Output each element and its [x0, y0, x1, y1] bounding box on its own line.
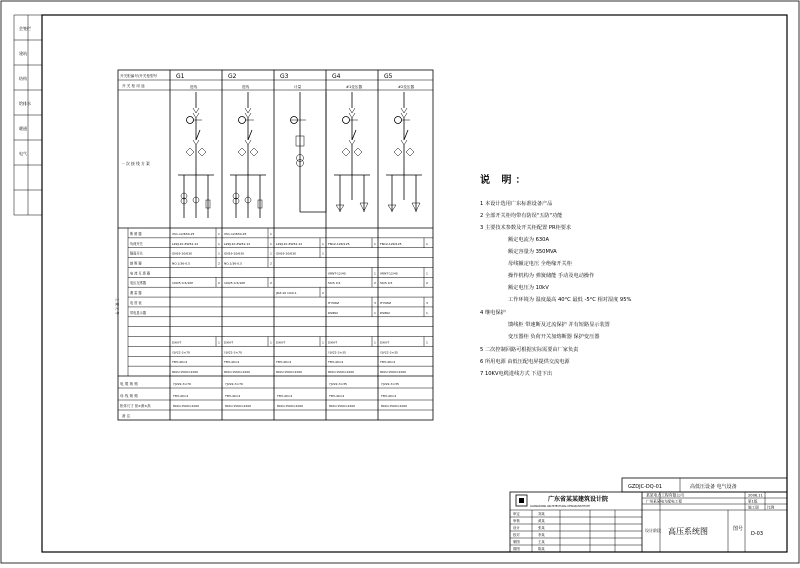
note-line: 馈线柜 带速断及过流保护 并有短路显示装置	[508, 322, 610, 328]
panel-schematic	[334, 92, 370, 212]
equipment-label: 熔 断 器	[130, 261, 142, 266]
strip-label-0: 会签栏	[19, 26, 31, 31]
equipment-label: 带电显示器	[130, 310, 146, 315]
panel-no: G3	[280, 73, 289, 80]
logo-mark-icon	[519, 498, 524, 503]
equipment-qty: 1	[322, 251, 324, 256]
equipment-qty: 2	[218, 261, 220, 266]
client-name: 某某电力工程有限公司	[646, 492, 684, 498]
equipment-value: LZZJ-10 ZW32-12	[172, 241, 199, 246]
role-name: 陈某	[538, 547, 545, 551]
design-notes	[480, 175, 690, 377]
label-remark: 备 注	[122, 414, 131, 418]
ct-icon	[342, 148, 350, 156]
strip-label-4: 暖通	[19, 126, 27, 131]
role-label: 审核	[513, 519, 520, 523]
equipment-value: DXN-T	[224, 340, 234, 345]
equipment-value: FN12-12R/125	[328, 241, 350, 246]
bottom-value: 800×1500×2200	[381, 404, 408, 408]
bottom-value: 800×1500×2200	[173, 404, 200, 408]
stage: 施工图	[748, 505, 759, 510]
equipment-value: HY5WZ	[380, 300, 392, 305]
role-label: 描图	[513, 547, 520, 551]
equipment-value: JDZ-10 10/0.1	[276, 291, 297, 296]
equipment-qty: 1	[426, 340, 428, 345]
equipment-value: YJV22-3×35	[328, 350, 346, 355]
role-label: 审定	[513, 512, 520, 516]
bottom-value: YJV22-3×70	[173, 382, 191, 386]
label-panel-no: 开关柜编号/开关柜型号	[120, 74, 158, 78]
note-line: 7 10KV电缆进线方式 下进下出	[480, 371, 553, 377]
bottom-rows	[172, 382, 407, 408]
equipment-qty: 1	[270, 251, 272, 256]
indicator-icon	[395, 117, 402, 124]
note-line: 4 继电保护	[480, 310, 506, 316]
label-cable: 电 缆 规 格	[120, 382, 138, 386]
ct-icon	[186, 148, 194, 156]
label-equipment: 主 要 元 件	[115, 298, 119, 315]
equipment-qty: 1	[322, 241, 324, 246]
equipment-value: XRNT-12/40	[328, 271, 346, 276]
equipment-rows	[128, 228, 433, 374]
equipment-value: DXN-T	[172, 340, 182, 345]
note-line: 变压器柜 负荷开关加熔断器 保护变压器	[508, 334, 600, 340]
panel-schematic	[178, 92, 214, 218]
panel-no: G5	[384, 73, 393, 80]
equipment-value: YJV22-3×70	[224, 350, 242, 355]
contact-icon	[245, 108, 251, 113]
equipment-value: TMY-40×4	[380, 360, 396, 365]
contact-icon	[401, 108, 407, 113]
signature-rows	[510, 510, 642, 552]
role-name: 王某	[538, 540, 545, 544]
label-panel-use: 开 关 柜 用 途	[122, 84, 145, 88]
equipment-label: 电压互感器	[130, 281, 146, 286]
equipment-value: TMY-40×4	[224, 360, 240, 365]
strip-label-2: 结构	[19, 76, 27, 81]
design-label: 设计阶段	[645, 528, 661, 533]
equipment-qty: 2	[322, 291, 324, 296]
note-line: 6 所用电源 由低压配电屏提供交流电源	[480, 359, 570, 365]
role-label: 设计	[513, 526, 520, 530]
contact-icon	[349, 108, 355, 113]
bottom-value: YJV22-3×35	[329, 382, 347, 386]
notes-title: 说 明：	[480, 175, 530, 186]
ct-icon	[238, 148, 246, 156]
panel-headers	[176, 73, 414, 89]
equipment-value: 800×1500×2200	[276, 370, 303, 375]
bottom-value: 800×1500×2200	[225, 404, 252, 408]
scale-label: 比例	[767, 505, 775, 510]
note-line: 母线额定电压 全绝缘开关柜	[508, 261, 572, 267]
equipment-value: LZZJ-10 ZW32-12	[224, 241, 251, 246]
note-line: 额定容量为 350MVA	[508, 249, 557, 255]
role-label: 制图	[513, 540, 520, 544]
equipment-qty: 1	[218, 231, 220, 236]
equipment-value: XRNT-12/40	[380, 271, 398, 276]
equipment-label: 电 度 表	[130, 300, 142, 305]
note-line: 5 二次控制回路可根据实际需要由厂家负责	[480, 347, 579, 353]
panel-use: #1变压器	[346, 85, 363, 89]
date: 2006.11	[748, 493, 763, 498]
system-table	[115, 70, 433, 420]
panel-no: G2	[228, 73, 237, 80]
equipment-value: YJV22-3×70	[172, 350, 190, 355]
equipment-value: DXN-T	[380, 340, 390, 345]
equipment-qty: 1	[270, 340, 272, 345]
note-line: 3 主要技术参数及开关柜配置 PR柜要求	[480, 225, 572, 231]
note-line: 额定电流为 630A	[508, 237, 550, 243]
drawing-no: GZDJC-DQ-01	[628, 484, 663, 490]
equipment-value: 100/5 0.5/10P	[224, 281, 246, 286]
breaker-icon	[196, 130, 200, 140]
equipment-qty: 2	[374, 281, 376, 286]
equipment-value: TMY-40×4	[328, 360, 344, 365]
equipment-label: 断 路 器	[130, 231, 142, 236]
bottom-value: YJV22-3×70	[225, 382, 243, 386]
equipment-value: DS862	[328, 310, 338, 315]
equipment-qty: 1	[218, 340, 220, 345]
note-line: 操作机构为 弹簧储能 手动及电动操作	[508, 273, 595, 279]
equipment-qty: 1	[426, 241, 428, 246]
label-busbar: 母 线 规 格	[120, 394, 138, 398]
equipment-qty: 1	[374, 340, 376, 345]
role-name: 张某	[538, 526, 545, 530]
panel-no: G4	[332, 73, 341, 80]
equipment-qty: 1	[218, 241, 220, 246]
equipment-qty: 1	[270, 231, 272, 236]
indicator-icon	[187, 117, 194, 124]
indicator-icon	[343, 117, 350, 124]
equipment-value: VS1-12/630-25	[224, 231, 247, 236]
panel-use: 进线	[190, 85, 198, 89]
bottom-value: TMY-40×4	[225, 394, 241, 398]
institute-name: 广东省某某建筑设计院	[548, 496, 609, 503]
note-line: 2 全部开关柜均带有防误"五防"功能	[480, 213, 563, 219]
equipment-qty: 1	[218, 251, 220, 256]
breaker-icon	[352, 130, 356, 140]
breaker-icon	[248, 130, 252, 140]
contact-icon	[193, 108, 199, 113]
breaker-icon	[404, 130, 408, 140]
strip-label-1: 建筑	[19, 51, 27, 56]
equipment-qty: 1	[322, 340, 324, 345]
panel-use: 计量	[294, 85, 302, 89]
strip-label-5: 电气	[19, 151, 27, 156]
equipment-qty: 2	[270, 261, 272, 266]
bottom-value: TMY-40×4	[329, 394, 345, 398]
equipment-value: 100/5 0.5/10P	[172, 281, 194, 286]
note-line: 工作环境为 温度最高 40°C 最低 -5°C 相对湿度 95%	[508, 297, 632, 303]
bottom-value: TMY-40×4	[173, 394, 189, 398]
panel-no: G1	[176, 73, 185, 80]
equipment-qty: 1	[374, 271, 376, 276]
equipment-value: 50/5 0.5	[328, 281, 341, 286]
equipment-qty: 2	[218, 281, 220, 286]
panel-schematic	[230, 92, 266, 218]
project-label: 高低压设备 电气设备	[690, 484, 737, 490]
bottom-value: 800×1500×2200	[329, 404, 356, 408]
equipment-value: 800×1500×2200	[328, 370, 355, 375]
equipment-qty: 2	[270, 281, 272, 286]
equipment-value: 800×1500×2200	[380, 370, 407, 375]
equipment-qty: 1	[374, 241, 376, 246]
note-line: 额定电压为 10kV	[508, 285, 549, 291]
panel-schematic	[291, 92, 327, 212]
note-line: 1 本设计选用广东标准设备产品	[480, 201, 553, 207]
equipment-value: 50/5 0.5	[380, 281, 393, 286]
equipment-value: HY5WZ	[328, 300, 340, 305]
bottom-value: TMY-40×4	[381, 394, 397, 398]
title-block	[510, 478, 787, 552]
role-name: 黄某	[538, 519, 545, 523]
equipment-qty: 3	[426, 300, 428, 305]
role-name: 李某	[538, 533, 545, 537]
sub-project: 广州某某电力配电工程	[646, 499, 682, 504]
strip-label-3: 给排水	[19, 101, 31, 106]
label-size: 柜体尺寸 宽×深×高	[120, 404, 151, 408]
left-strip	[14, 15, 42, 215]
equipment-qty: 1	[374, 310, 376, 315]
equipment-value: NO.1/36-0.5	[224, 261, 243, 266]
equipment-value: NO.1/36-0.5	[172, 261, 191, 266]
role-name: 刘某	[538, 512, 545, 516]
drawing-title: 高压系统图	[668, 527, 708, 536]
equipment-value: VS1-12/630-25	[172, 231, 195, 236]
equipment-value: GN19-10/630	[276, 251, 297, 256]
equipment-value: LZZJ-10 ZW32-12	[276, 241, 303, 246]
single-line-schematics	[178, 92, 422, 218]
panel-use: 进线	[242, 85, 250, 89]
version: 第1版	[748, 499, 758, 504]
ct-icon	[394, 148, 402, 156]
equipment-value: TMY-40×4	[172, 360, 188, 365]
indicator-icon	[239, 117, 246, 124]
equipment-value: YJV22-3×35	[380, 350, 398, 355]
equipment-value: DXN-T	[328, 340, 338, 345]
equipment-qty: 1	[270, 241, 272, 246]
panel-use: #2变压器	[398, 85, 415, 89]
equipment-value: DXN-T	[276, 340, 286, 345]
label-diagram: 一 次 接 线 方 案	[121, 161, 150, 166]
equipment-label: 隔离开关	[130, 251, 143, 256]
equipment-value: TMY-40×4	[276, 360, 292, 365]
equipment-value: 800×1500×2200	[224, 370, 251, 375]
role-label: 校对	[513, 533, 520, 537]
equipment-label: 负荷开关	[130, 241, 143, 246]
institute-name-en: GUANGDONG ARCHITECTURAL DESIGN INSTITUTE	[530, 505, 590, 508]
panel-schematic	[386, 92, 422, 212]
equipment-qty: 1	[426, 310, 428, 315]
equipment-label: 避 雷 器	[130, 291, 142, 296]
equipment-value: DS862	[380, 310, 390, 315]
equipment-value: GN19-10/630	[172, 251, 193, 256]
inner-border	[42, 15, 787, 552]
equipment-qty: 1	[426, 271, 428, 276]
bottom-value: 800×1500×2200	[277, 404, 304, 408]
equipment-qty: 3	[374, 300, 376, 305]
equipment-qty: 2	[426, 281, 428, 286]
equipment-value: GN19-10/630	[224, 251, 245, 256]
bottom-value: TMY-40×4	[277, 394, 293, 398]
equipment-value: 800×1500×2200	[172, 370, 199, 375]
sheet-no: D-03	[751, 531, 764, 537]
sheet-label: 图号	[733, 526, 744, 532]
equipment-label: 电 流 互 感 器	[130, 271, 150, 276]
bottom-value: YJV22-3×35	[381, 382, 399, 386]
equipment-value: FN12-12R/125	[380, 241, 402, 246]
